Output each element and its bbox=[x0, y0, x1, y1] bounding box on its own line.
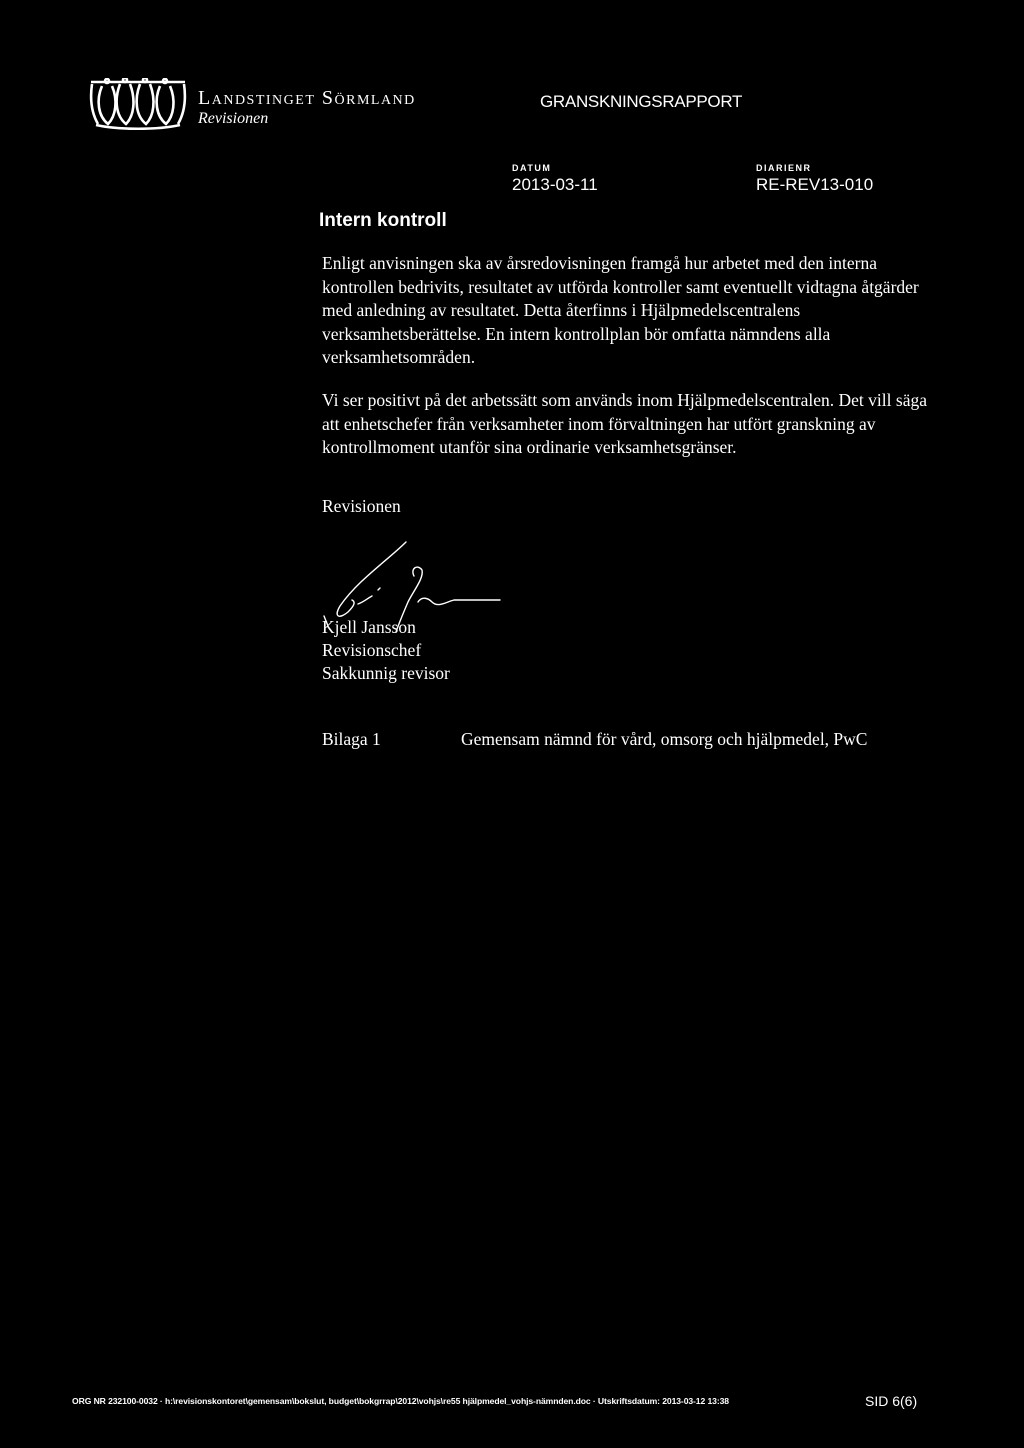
signer-name: Kjell Jansson bbox=[322, 617, 416, 637]
diarienr-value: RE-REV13-010 bbox=[756, 175, 874, 194]
organization-unit: Revisionen bbox=[198, 110, 269, 127]
paragraph-assessment: Vi ser positivt på det arbetssätt som används inom Hjälpmedelscentralen. Det vill säga att enhetschefer från verksamheter inom förvaltningen har utfört granskning av kontrollmoment utanför sina ordinarie verksamhetsgränser. bbox=[322, 390, 927, 457]
signer-block bbox=[322, 616, 450, 685]
document-type: GRANSKNINGSRAPPORT bbox=[540, 92, 743, 111]
date-label: DATUM bbox=[512, 163, 552, 173]
organization-name: Landstinget Sörmland bbox=[198, 87, 416, 109]
footer-file-path: ORG NR 232100-0032 · h:\revisionskontoret\gemensam\bokslut, budget\bokgrrap\2012\vohjs\re55 hjälpmedel_vohjs-nämnden.doc · Utskriftsdatum: 2013-03-12 13:38 bbox=[72, 1396, 729, 1406]
closing-signoff: Revisionen bbox=[322, 496, 401, 516]
section-heading: Intern kontroll bbox=[319, 210, 447, 231]
date-value: 2013-03-11 bbox=[512, 175, 598, 194]
signer-title: Revisionschef bbox=[322, 640, 422, 660]
signer-role: Sakkunnig revisor bbox=[322, 663, 450, 683]
crown-logo-icon bbox=[88, 78, 188, 130]
diarienr-label: DIARIENR bbox=[756, 163, 812, 173]
attachment-label: Bilaga 1 bbox=[322, 729, 381, 749]
paragraph-internal-control: Enligt anvisningen ska av årsredovisningen framgå hur arbetet med den interna kontrollen bedrivits, resultatet av utförda kontroller samt eventuellt vidtagna åtgärder med anledning av resultatet. Detta återfinns i Hjälpmedelscentralens verksamhetsberättelse. En intern kontrollplan bör omfatta nämndens alla verksamhetsområden. bbox=[322, 253, 919, 367]
attachment-description: Gemensam nämnd för vård, omsorg och hjälpmedel, PwC bbox=[461, 729, 868, 749]
page-number: SID 6(6) bbox=[865, 1393, 918, 1409]
